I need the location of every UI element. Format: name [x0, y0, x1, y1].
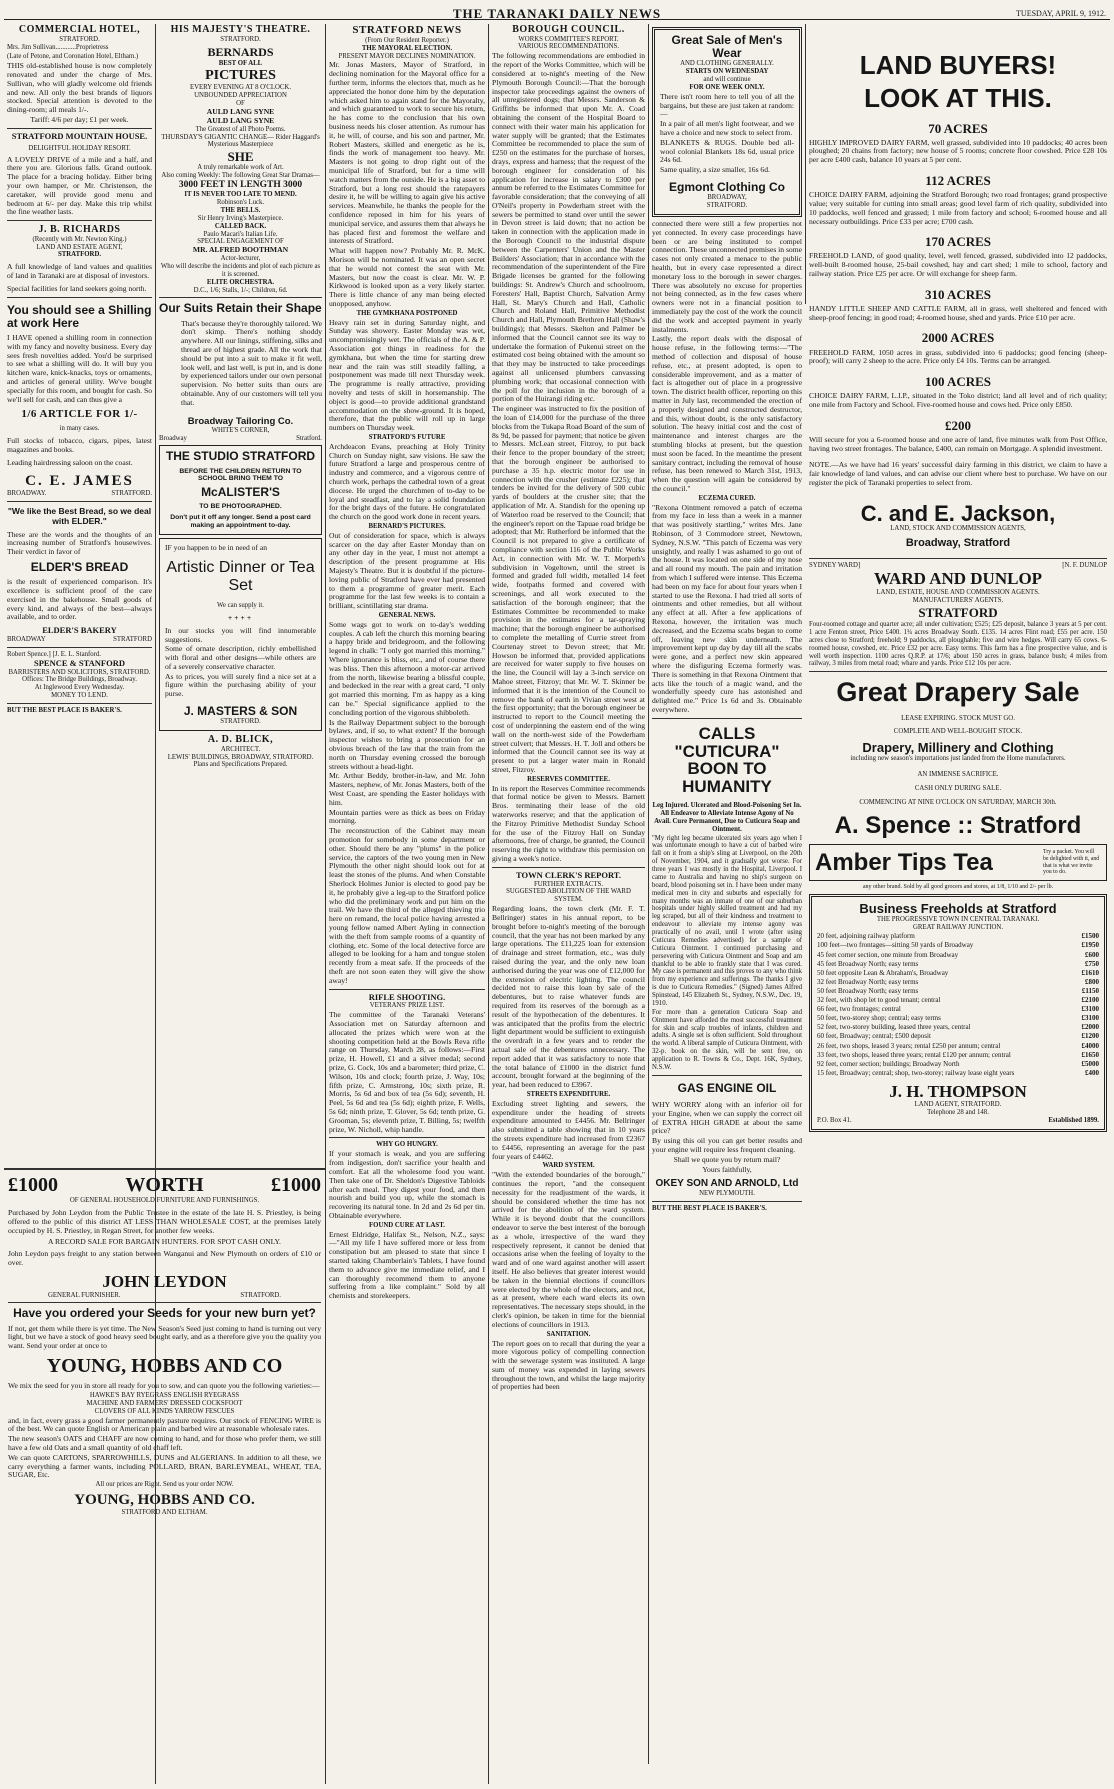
jb-sub: (Recently with Mr. Newton King.) [32, 235, 127, 243]
freehold-price: £1500 [1081, 932, 1099, 941]
freehold-price: £1950 [1081, 941, 1099, 950]
article-para: Is the Railway Department subject to the borough bylaws, and, if so, to what extent? If the borough inspector wishes to bring a prosecution for an obvious breach of the law that the train from the north on Thursday evening crossed the borough streets without a head-light. [329, 717, 485, 771]
acres-100: 100 ACRES [924, 374, 992, 390]
thompson-title: J. H. THOMPSON [889, 1081, 1027, 1101]
jackson-place: Broadway, Stratford [905, 536, 1011, 549]
masters-body2: Some of ornate description, richly embellished with floral and other designs—while others are of a severely conservative character. [165, 644, 316, 671]
freehold-list [817, 932, 1099, 1078]
hotel-body: THIS old-established house is now completely renovated and under the charge of Mrs. Sullivan, who will gladly welcome old friends and new. All only the best brands of liquors stocked. Special attention is devoted to the dining-room; all meals 1/-. [7, 61, 152, 115]
mens-wear-ad [652, 27, 802, 217]
spence-ing: At Inglewood Every Wednesday. [34, 684, 125, 692]
price-200-body: Will secure for you a 6-roomed house and one acre of land, five minutes walk from Post Office, having two street frontages. The balance, £400, can remain on Mortgage. A splendid investment. [809, 434, 1107, 453]
ward-tag-right: [N. F. DUNLOP [1062, 561, 1107, 569]
ward-sub2: MANUFACTURERS' AGENTS. [912, 597, 1004, 605]
young-v1: HAWKE'S BAY RYEGRASS ENGLISH RYEGRASS [89, 1392, 240, 1399]
freehold-price: £1150 [1081, 986, 1099, 995]
article-para: What will happen now? Probably Mr. R. McK. Morison will be nominated. It was an open secret that he would not contest the seat with Mr. Masters, but now the coast is clear. Mr. W. P. Kirkwood is looked upon as a very likely starter. There is little chance of any man being elected unopposed, anyhow. [329, 246, 485, 308]
acres-112: 112 ACRES [925, 173, 991, 189]
theatre-title: HIS MAJESTY'S THEATRE. [170, 24, 311, 35]
masters-intro: IF you happen to be in need of an [165, 543, 268, 553]
freehold-desc: 32 feet, with shop let to good tenant; central [817, 996, 941, 1005]
hotel-proprietress: Mrs. Jim Sullivan............Proprietress [7, 44, 109, 52]
young-place: STRATFORD AND ELTHAM. [121, 1509, 208, 1517]
okey-title: OKEY SON AND ARNOLD, Ltd [655, 1178, 799, 1190]
elite-orchestra: ELITE ORCHESTRA. [206, 278, 275, 286]
cuticura-sub: Leg Injured. Ulcerated and Blood-Poisoning Set In. All Endeavor to Alleviate Intense Agony of No Avail. Cure Permanent, Due to Cuticura Soap and Ointment. [652, 802, 802, 833]
thompson-tel: Telephone 28 and 148. [927, 1109, 989, 1117]
she-title: SHE [227, 149, 254, 165]
hotel-prop-note: (Late of Petone, and Coronation Hotel, Eltham.) [7, 53, 139, 61]
complete-stock: COMPLETE AND WELL-BOUGHT STOCK. [893, 728, 1023, 736]
blick-sub: ARCHITECT. [220, 745, 261, 753]
cuticura-body: "My right leg became ulcerated six years ago when I was unfortunate enough to have a cut of barbed wire fall on it from a ship's sling at Liverpool, on the 20th of November, 1904, and it gradually got worse. For three years I was mostly in the Hospital, Liverpool. I came to Australia and having no ship's surgeon on board, blood poisoning set in. I have been under many medical men in city and suburbs and especially for many months was an inmate of one of our suburban hospitals under highly skilled treatment and had my leg scraped, but all of their kindness and treatment to endeavour to alleviate my intense agony was practically of no avail, until I wrote (after using Cuticura Remedies advertised) for a sample of Cuticura Ointment. I continued purchasing and persevering with Cuticura Ointment and Soap and am thankful to be able to frankly state that I was cured. My case is permanent and this proves to any who think from my experience and sufferings. The thanks I give is due to Cuticura Remedies." (Signed) James Alfred Spinstead, 145 Elizabeth St., Sydney, N.S.W., Dec. 19, 1910. [652, 834, 802, 1007]
freehold-price: £3100 [1081, 1014, 1099, 1023]
who-describe: Who will describe the incidents and plot of each picture as it is screened. [160, 262, 321, 278]
commercial-hotel-title: COMMERCIAL HOTEL, [18, 24, 141, 35]
seeds-heading: Have you ordered your Seeds for your new burn yet? [13, 1306, 316, 1321]
masthead-date: TUESDAY, APRIL 9, 1912. [1016, 9, 1106, 18]
elder-body: These are the words and the thoughts of an increasing number of Stratford's housewives. Their verdict in favor of [7, 529, 152, 557]
freehold-row [817, 1014, 1099, 1023]
wide-ads [4, 1168, 325, 1786]
found-head: FOUND CURE AT LAST. [369, 1221, 445, 1229]
thompson-sub: LAND AGENT, STRATFORD. [914, 1101, 1002, 1109]
freehold-row [817, 996, 1099, 1005]
freehold-price: £600 [1085, 950, 1099, 959]
w1000-sale: A RECORD SALE FOR BARGAIN HUNTERS. FOR SPOT CASH ONLY. [48, 1237, 281, 1247]
spence-title: SPENCE & STANFORD [34, 657, 125, 668]
mayoral-head: THE MAYORAL ELECTION. [361, 44, 453, 52]
greatest: The Greatest of all Photo Poems. [195, 125, 286, 133]
pictures-title: PICTURES [205, 68, 276, 84]
tailor-corner: WHITE'S CORNER, [211, 426, 270, 434]
mountain-house-body: A LOVELY DRIVE of a mile and a half, and there you are. Glorious falls. Grand outlook. The place for a bracing holiday. Either bring your own hamper, or Mr. Christensen, the caretaker, will provide good menu and bedroom at 6/- per day. Make this trip whilst the fine weather lasts. [7, 154, 152, 217]
amber-side: Try a packet. You will be delighted with it, and that is what we invite you to do. [1043, 849, 1100, 876]
acres-100-body: CHOICE DAIRY FARM, L.I.P., situated in the Toko district; land all level and of rich quality; one mile from Factory and School. Five-roomed house and cows hed. Price only £850. [809, 391, 1107, 410]
stratford-news-head: STRATFORD NEWS [352, 24, 462, 36]
gas-send: Shall we quote you by return mail? [673, 1154, 781, 1164]
ward-place: STRATFORD [918, 604, 998, 620]
works-committee: WORKS COMMITTEE'S REPORT. [518, 35, 619, 43]
masthead-title: THE TARANAKI DAILY NEWS [452, 6, 662, 21]
bakers-line-2: BUT THE BEST PLACE IS BAKER'S. [652, 1204, 767, 1212]
sale-body2: In a pair of all men's light footwear, and we have a choice and new stock to select from. [660, 119, 794, 138]
freehold-desc: 20 feet, adjoining railway platform [817, 932, 915, 941]
okey-place: NEW PLYMOUTH. [699, 1189, 755, 1197]
column-5 [649, 24, 805, 1786]
freehold-row [817, 1023, 1099, 1032]
acres-2000-body: FREEHOLD FARM, 1050 acres in grass, subdivided into 6 paddocks; good fencing (sheep-proof); will carry 2 sheep to the acre. Price only £4 10s. Terms can be arranged. [809, 347, 1107, 366]
freehold-row [817, 941, 1099, 950]
actor-lecturer: Actor-lecturer, [220, 255, 261, 263]
eczema-head: ECZEMA CURED. [698, 494, 756, 502]
boothman: MR. ALFRED BOOTHMAN [192, 245, 289, 255]
freehold-desc: 66 feet, two frontages; central [817, 1005, 901, 1014]
spence-money: MONEY TO LEND. [51, 692, 108, 700]
elder-bakery: ELDER'S BAKERY [42, 625, 117, 636]
blick-title: A. D. BLICK, [207, 734, 274, 746]
studio-body: BEFORE THE CHILDREN RETURN TO SCHOOL BRING THEM TO [179, 467, 302, 483]
egmont-place2: STRATFORD. [706, 202, 748, 210]
irving: Sir Henry Irving's Masterpiece. [197, 214, 284, 222]
general-head: GENERAL NEWS. [378, 612, 436, 620]
column-3 [326, 24, 488, 1786]
masters-place: STRATFORD. [220, 718, 261, 726]
acres-112-body: CHOICE DAIRY FARM, adjoining the Stratford Borough; two road frontages; grand prospective value; very suitable for cutting into small areas; good level farm of rich quality, subdivided into 10 paddocks, well fenced and grassed; 1 mile from factory and school; 6-roomed house and all necessary outbuildings. Price £33 per acre; £700 cash. [809, 190, 1107, 226]
studio-title: THE STUDIO STRATFORD [165, 449, 316, 464]
freehold-desc: 26 feet, two shops, leased 3 years; rental £250 per annum; central [817, 1041, 1001, 1050]
jackson-sub: LAND, STOCK AND COMMISSION AGENTS, [890, 524, 1026, 532]
article-para: The engineer was instructed to fix the position of the loan of £14,000 for the purchase of the three blocks from the Tukapa Road Board of the sum of 8s 9d, be passed for payment; that notice be given to Messrs. McLean street, Fitzroy, to put back their fence to the proper boundary of the street; that the borough engineer be authorised to purchase a 35 h.p. electric motor for use in connection with the crusher (estimate £225); that tenders be invited for the delivery of 500 cubic yards of boulders at the crusher site; that the application of Mr. A. Standish for the opening up of Waterloo road be reserved to the Council; that the engineer's report on the Tapuae road bridge be adopted; that Mr. Rutherford be informed that the Council is not prepared to give a certificate of compliance with section 116 of the Public Works Act, in connection with Mr. W. T. Morpeth's subdivision in Vogeltown, until the street is formed and graded full width, metalled 14 feet wide, footpaths formed and covered with screenings, and all work executed to the satisfaction of the borough engineer; that the Estimates Committee be recommended to make provision in the estimates for a tar-spraying machine; that the borough engineer be authorised to complete the metalling of Currie street from Courtenay street to Devon street; that Mr. Howson be informed that, provided applications are received for water supply to five houses on the line, the Council will lay a 3-inch service on Mahoe street, Fitzroy; that Mr. W. T. Skinner be informed that it is the intention of the Council to remove the bank of earth in Vivian street west at the first opportunity; that the borough engineer be instructed to report to the Council meeting the cost of underpinning the eastern end of the wing wall on the north-west side of the Powderham street culvert; that Messrs. H. T. Joll and others be informed that the Council cannot see its way at present to put a larger water main in Ronald street, Fitzroy. [492, 404, 645, 774]
shilling-body3: Leading hairdressing saloon on the coast. [7, 457, 133, 467]
shilling-body2: Full stocks of tobacco, cigars, pipes, latest magazines and books. [7, 436, 152, 454]
freehold-price: £400 [1085, 1068, 1099, 1077]
ward-sub: LAND, ESTATE, HOUSE AND COMMISSION AGENTS. [876, 589, 1040, 597]
drapery-millinery: Drapery, Millinery and Clothing [862, 740, 1054, 756]
freehold-row [817, 968, 1099, 977]
article-para: Mountain parties were as thick as bees on Friday morning. [329, 807, 485, 826]
freehold-price: £5000 [1081, 1059, 1099, 1068]
article-para: Mr. Jonas Masters, Mayor of Stratford, in declining nomination for the Mayoral office for a further term, informs the electors that, much as he appreciated the honor done him by the deputation which asked him to again stand for the Mayoralty, and which guaranteed to work to secure his return, he has come to the conclusion that his own business needs his closer attention. As rumour has it, he will, of course, and his son and partner, Mr. Robert Masters, skilled and energetic as he is, finds the work of management too heavy. Mr. Masters is not going to drop right out of the municipal life of Stratford, but for a time will watch matters from the outside. He is a big asset to Stratford, but a long rest should the ratepayers desire it, he will be willing to again give his active services. Meanwhile, he thanks the people for the confidence reposed in him for his years of municipal service, and assures them that always he has placed first and foremost the welfare and interests of Stratford. [329, 60, 485, 246]
best-of-all: BEST OF ALL [218, 60, 263, 68]
railway-junction: GREAT RAILWAY JUNCTION. [912, 923, 1004, 931]
masthead [4, 6, 1110, 20]
auld-lang-syne: AULD LANG SYNE [206, 107, 275, 117]
acres-70-body: HIGHLY IMPROVED DAIRY FARM, well grassed, subdivided into 10 paddocks; 40 acres been ploughed; 20 chains from factory; new house of 5 rooms; concrete floor cowshed. Price £28 10s per acre £400 cash, balance 10 years at 5 per cent. [809, 137, 1107, 165]
freeholds-title: Business Freeholds at Stratford [859, 900, 1057, 916]
jb-body: A full knowledge of land values and qualities of land in Taranaki are at disposal of investors. [7, 262, 152, 281]
suits-body: That's because they're thoroughly tailored. We don't skimp. There's nothing shoddy anywhere. All our linings, stiffening, silks and thread are of highest grade. All the work that should be put into a suit to make it fit well, look well, and last well, is put in, and is done by experienced tailors under our own personal supervision. No better suits than ours are obtainable. Any of our customers will tell you that. [181, 318, 322, 407]
sale-starts: STARTS ON WEDNESDAY [685, 68, 769, 76]
sanitation-head: SANITATION. [546, 1330, 591, 1338]
freehold-row [817, 1041, 1099, 1050]
studio-ad [159, 445, 322, 535]
egmont-title: Egmont Clothing Co [669, 180, 785, 195]
sale-body: There isn't room here to tell you of all the bargains, but these are just taken at random:— [660, 91, 794, 119]
stratford-news-sub: (From Our Resident Reporter.) [365, 36, 449, 44]
young-body5: All our prices are Right. Send us your order NOW. [95, 1481, 234, 1489]
established: Established 1899. [1048, 1117, 1099, 1124]
further-extracts: FURTHER EXTRACTS. [533, 880, 604, 888]
freehold-price: £1650 [1081, 1050, 1099, 1059]
progressive-town: THE PROGRESSIVE TOWN IN CENTRAL TARANAKI. [876, 916, 1040, 924]
hungry-head: WHY GO HUNGRY. [376, 1141, 438, 1149]
masters-supply: We can supply it. [216, 602, 265, 610]
amber-tips-title: Amber Tips Tea [815, 848, 993, 876]
article-para: Some wags got to work on to-day's wedding couples. A cab left the church this morning bearing a happy bride and bridegroom, and the following legend in chalk: "I only got married this morning." Where ignorance is bliss, etc., and of course there was bliss. Then this afternoon a motor-car arrived from the north, likewise bearing a blissful couple, and bedecked in the rear with a great card, "I only got married this morning. I'm as happy as a king can be." Special significance applied to the concluding portion of the vigorous shibboleth. [329, 619, 485, 717]
auld-lang-syne-2: AULD LANG SYNE [206, 115, 275, 125]
egmont-place1: BROADWAY, [707, 194, 747, 202]
w1000-left: £1000 [8, 1174, 58, 1196]
james-title: C. E. JAMES [25, 473, 134, 490]
article-para: If your stomach is weak, and you are suffering from indigestion, don't sacrifice your health and comfort. Eat all the wholesome food you want. Then take one of Dr. Sheldon's Digestive Tabloids after each meal. They digest your food, and then nourish and build you up, while the stomach is recovering its natural tone. In 2d and 2s 6d per tin. Obtainable everywhere. [329, 1149, 485, 1220]
young-body: We mix the seed for you in store all ready for you to sow, and can quote you the following varieties:— [8, 1381, 320, 1391]
suits-heading: Our Suits Retain their Shape [159, 301, 322, 316]
tailor-name: Broadway Tailoring Co. [187, 415, 294, 427]
article-para: The reconstruction of the Cabinet may mean promotion for somebody in some department or other. Should there be any "plums" in the police service, the captors of the two young men in New Plymouth the other night should look out for at least the stones of the plums. And when Constable Sherlock Holmes Junior is elected to good pay be it, he probably give a leg-up to the Stratford police who did the preliminary work and put him on the trail. We have the third of the alleged thieving trio here on remand, the local police having arrested a young fellow named Albert Ayling in connection with the theft from sample rooms of a quantity of clothing, etc. Some of the local detective force are alleged to be looking for a ham and tongue stolen recently from a meat safe. If the proceeds of the theft are not soon eaten they will give the show away! [329, 826, 485, 985]
spence-office: Offices: The Bridge Buildings, Broadway. [22, 676, 137, 684]
theatre-prices: D.C., 1/6; Stalls, 1/-; Children, 6d. [193, 286, 288, 294]
article-para: The report goes on to recall that during the year a more vigorous policy of compelling connection with the sewerage system was instituted. A large sum of money was expended in laying sewers throughout the town, and whilst the large majority of properties had been [492, 1338, 645, 1392]
business-freeholds-ad [809, 894, 1107, 1132]
freehold-price: £800 [1085, 977, 1099, 986]
borough-council-head: BOROUGH COUNCIL. [512, 24, 625, 35]
lease-expiring: LEASE EXPIRING. STOCK MUST GO. [901, 714, 1015, 722]
article-para: In its report the Reserves Committee recommends that formal notice be given to Messrs. Barnett Bros. terminating their lease of the old waterworks reserve; and that the application of the Fitzroy Primitive Methodist Sunday School for the use of the Fitzroy Hall on Sunday afternoons, free of charge, be granted, the Council reserving the right to withdraw this permission on giving a week's notice. [492, 783, 645, 863]
elder-bread: ELDER'S BREAD [30, 559, 129, 574]
article-para: Heavy rain set in during Saturday night, and Sunday was showery. Easter Monday was wet, uncompromisingly wet. The officials of the A. & P. Association got things in readiness for the gymkhana, but when the time for starting drew near and the rain was still steadily falling, a postponement was made till next Thursday week. The programme is really attractive, providing novelty and tests of skill in horsemanship. The object is good—to provide additional grandstand accommodation on the show-ground. It is hoped, therefore, that the public will roll up in large numbers on Thursday week. [329, 317, 485, 433]
sale-blankets: BLANKETS & RUGS. Double bed all-wool colonial Blankets 18s 6d, usual price 24s 6d. [660, 137, 794, 165]
article-para: "Rexona Ointment removed a patch of eczema from my face in less than a week in a manner that was positively startling," writes Mrs. Jane Robinson, of 3 Commodore street, Newtown, Sydney, N.S.W. "This patch of Eczema was very unsightly, and really I was ashamed to go out of the house. It was located on one side of my nose and all round my mouth. The pain and irritation from which I suffered were intense. This Eczema had been on my face for about four years when I started to use the Rexona. I had tried all sorts of ointments and other remedies, but all without any effect at all. After a few applications of Rexona, however, the irritation was much decreased, and the Eczema scabs began to come off, leaving new skin underneath. The improvement kept up day by day till all the scabs were gone, and a perfect new skin appeared where the disfiguring Eczema formerly was. There is something in that Rexona Ointment that acts like the touch of a magic wand, and the wonderfully speedy cure has astonished and delighted me." Price 1s 6d and 3s. Obtainable everywhere. [652, 502, 802, 714]
freehold-row [817, 977, 1099, 986]
freehold-row [817, 950, 1099, 959]
cuticura-body2: For more than a generation Cuticura Soap and Ointment have afforded the most successful treatment for skin and scalp troubles of infants, children and adults. A single set is often sufficient. Sold throughout the world. A liberal sample of Cuticura Ointment, with 32-p. book on the skin, will be sent free, on application to R. Towns & Co., Dept. 16K, Sydney, N.S.W. [652, 1008, 802, 1071]
freehold-row [817, 986, 1099, 995]
paulo: Paulo Macari's Italian Life. [203, 230, 278, 238]
masters-body3: As to prices, you will surely find a nice set at a figure within the purchasing ability of your purse. [165, 671, 316, 699]
young-hobbs-title: YOUNG, HOBBS AND CO [46, 1355, 283, 1378]
suggested-abolition: SUGGESTED ABOLITION OF THE WARD SYSTEM. [506, 888, 631, 904]
james-right: STRATFORD. [111, 489, 152, 497]
amber-tips-ad [809, 844, 1107, 881]
freehold-row [817, 1032, 1099, 1041]
article-para: Out of consideration for space, which is always scarcer on the day after Easter Monday than on any other day in the year, I must not attempt a description of the present programme at His Majesty's Theatre. But it is doubtful if the picture-loving public of Stratford have ever had presented to them a programme of greater merit. Each programme for the last few weeks is to contain a brilliant, scintillating star drama. [329, 530, 485, 611]
young-v3: CLOVERS OF ALL KINDS YARROW FESCUES [94, 1407, 235, 1415]
elder-body2: is the result of experienced comparison. It's excellence is sufficient proof of the care exercised in the bakehouse. Small goods of every kind, and always of the best—always available, and to order. [7, 577, 152, 622]
article-para: connected there were still a few properties not yet connected. In every case proceedings have been or are being instituted to compel connection. These unconnected premises in some cases not only created a menace to the public health, but in every case represented a direct monetary loss to the borough in sewer charges. There was absolutely no excuse for properties not being connected, as in the few cases where owners were not in a financial position to immediately pay the cost of the work the council did the work and accepted payment in yearly instalments. [652, 218, 803, 334]
gas-body: WHY WORRY along with an inferior oil for your Engine, when we can supply the correct oil of EXTRA HIGH GRADE at about the same price? [652, 1100, 802, 1136]
freehold-row [817, 1050, 1099, 1059]
w1000-freight: John Leydon pays freight to any station between Wanganui and New Plymouth on orders of £10 or over. [8, 1249, 321, 1268]
article-para: Regarding loans, the town clerk (Mr. F. T. Bellringer) states in his annual report, to be brought before to-night's meeting of the borough council, that the year has not been marked by any large operations. The £11,225 loan for extension of drainage and street formation, etc., was duly raised during the year, and the only new loan authorised during the year was one of £12,000 for the extension of electric lighting. The council decided not to raise this loan by sale of the debentures, but to raise whatever funds are required from its reserves of the borough as a result of the hypothecation of the debentures. It was anticipated that the profits from the electric light department would be sufficient to extinguish the overdraft in a few years and to render the actual sale of the debentures unnecessary. The report added that it was satisfactory to note that the total balance of £1000 in the district fund account, brought forward at the beginning of the year, had been reduced to £3967. [492, 904, 645, 1090]
w1000-right: £1000 [270, 1174, 321, 1196]
drapery-sale: Great Drapery Sale [836, 677, 1080, 708]
freehold-price: £2000 [1081, 1023, 1099, 1032]
column-4 [489, 24, 648, 1786]
ward-head: WARD SYSTEM. [542, 1162, 595, 1170]
every-evening: EVERY EVENING AT 8 O'CLOCK. [189, 84, 292, 92]
streets-head: STREETS EXPENDITURE. [526, 1090, 611, 1098]
sale-body3: Same quality, a size smaller, 16s 6d. [660, 165, 770, 175]
freehold-desc: 52 feet, two-storey building, leased three years, central [817, 1023, 971, 1032]
jb-body2: Special facilities for land seekers going north. [7, 283, 147, 293]
young-footer: YOUNG, HOBBS AND CO. [74, 1492, 255, 1509]
article-para: The following recommendations are embodied in the report of the Works Committee, which will be considered at to-night's meeting of the New Plymouth Borough Council:—That the borough inspector take proceedings against the owners of all unregistered dogs; that Messrs. Sanderson & Griffiths be informed that upon Mr. A. Coad obtaining the consent of the Hospital Board to connect with their water main his application for water supply will be granted; that the Estimates Committee be recommended to place the sum of £250 on the estimates for the purchase of horses, drays, express and harness; that the request of the borough engineer for consideration of his application for increase in salary to £300 per annum be referred to the Estimates Committee for favorable consideration; that the conveying of all O'Neil's property in Powderham street with the sewers be permitted to stand over until the sewer in Devon street is laid down; that no action be taken in connection with the application made in the Borough Council to the industrial dispute between the Carpenters' Union and the Master Builders' Association; that in accordance with the recommendation of the superintendent of the Fire Brigade licenses be granted for the following buildings: St. Andrew's Church and schoolroom, Foresters' Hall, Baptist Church, Salvation Army Hall, St. Mary's Church and Hall, Catholic Church and Roland Hall, Primitive Methodist Church and Hall, Plymouth Brethren Hall (Shaw's buildings); that Messrs. Skelton and Palmer be informed that the Council cannot see its way to undertake the formation of Pukenui street on the estimated cost being obtained with the amount so that they may be instructed to take proceedings against all unlicensed plumbers canvassing plumbing work; that occasional connection with the poll for the inclusion in the borough of a portion of the Huirangi riding etc. [492, 51, 645, 404]
freehold-desc: 60 feet, Broadway; central; £500 deposit [817, 1032, 931, 1041]
ward-tag-left: SYDNEY WARD] [809, 561, 861, 569]
acres-170: 170 ACRES [924, 234, 992, 250]
sale-continue: and will continue [703, 76, 751, 84]
freehold-price: £750 [1085, 959, 1099, 968]
sale-week: FOR ONE WEEK ONLY. [689, 84, 765, 91]
freehold-desc: 45 feet corner section, one minute from Broadway [817, 950, 959, 959]
article-para: Excluding street lighting and sewers, the expenditure under the heading of streets expenditure amounted to £4456. Mr. Bellringer also submitted a table showing that in 10 years the streets expenditure had increased from £2367 to £4456, representing an average for the past four years of £4462. [492, 1098, 645, 1161]
article-para: Ernest Eldridge, Halifax St., Nelson, N.Z., says:—"All my life I have suffered more or less from constipation but am pleased to state that since I started taking Chamberlain's Tablets, I have found them to advance give me immediate relief, and I can thoroughly recommend them to anyone suffering from a like complaint." Sold by all chemists and storekeepers. [329, 1229, 485, 1301]
masters-heading: Artistic Dinner or Tea Set [166, 558, 315, 595]
sale-sub: AND CLOTHING GENERALLY. [680, 60, 774, 68]
bernards-head: BERNARD'S PICTURES. [368, 522, 446, 530]
also-coming: Also coming Weekly: The following Great Star Dramas— [161, 172, 320, 180]
remarkable: A truly remarkable work of Art. [197, 164, 284, 172]
theatre-place: STRATFORD. [220, 35, 261, 43]
freehold-price: £1610 [1081, 968, 1099, 977]
of-word: OF [236, 100, 245, 108]
freehold-desc: 50 feet Broadway North; easy terms [817, 986, 919, 995]
article-para: "With the extended boundaries of the borough," continues the report, "and the consequent necessity for the readjustment of the wards, it should be considered whether the time has not arrived for the abolition of the ward system. While it is beyond doubt that the councillors endeavor to serve the best interest of the borough as a whole, irrespective of the ward they respectively represent, it cannot be denied that occasions arise when the feeling of loyalty to the ward and of one ward against another will assert itself. He also believes that greater interest would be taken in the biennial elections if councillors were elected by the whole of the electors, and not, as at present, where each ward elects its own representatives. The necessary steps should, in the clerk's opinion, be taken in time for the biennial elections of councillors in 1913. [492, 1170, 645, 1329]
ward-body: Four-roomed cottage and quarter acre; all under cultivation; £525; £25 deposit, balance 3 years at 5 per cent. 1 acre Fenton street, Price £400. 1¾ acres Broadway South. £135. 14 acres Flint road; £55 per acre. 150 acres close to Stratford; freehold; 9 paddocks, all ploughable; five and wire hedges. Will carry 65 cows. 6-roomed house, cowshed, etc. Price £32 per acre. Easy terms. This farm has a fine prospective value, and is well worth inspection. 1100 acres Q.R.P. at 17/6; about 150 acres in grass, balance bush; 4 miles from railway, 3 miles from metal road; whare and yards. Price £12 10s per acre. [809, 621, 1107, 668]
land-buyers: LAND BUYERS! [859, 50, 1057, 80]
reserves-head: RESERVES COMMITTEE. [527, 775, 610, 783]
column-1 [4, 24, 155, 1189]
sale-title: Great Sale of Men's Wear [671, 33, 783, 61]
acres-2000: 2000 ACRES [921, 330, 995, 346]
jackson-title: C. and E. Jackson, [860, 500, 1056, 526]
freehold-price: £4000 [1081, 1041, 1099, 1050]
clerk-head: TOWN CLERK'S REPORT. [516, 869, 621, 880]
the-bells: THE BELLS. [220, 206, 261, 214]
leydon-left: GENERAL FURNISHER. [48, 1291, 121, 1299]
including-new: including new season's importations just landed from the Home manufacturers. [850, 755, 1066, 763]
freehold-row [817, 1005, 1099, 1014]
amber-sub: any other brand. Sold by all good grocers and stores, at 1/8, 1/10 and 2/- per lb. [862, 884, 1054, 890]
sacrifice: AN IMMENSE SACRIFICE. [917, 771, 999, 779]
jb-sub2: LAND AND ESTATE AGENT, [36, 243, 123, 251]
shilling-body: I HAVE opened a shilling room in connection with my fancy and novelty business. Every day sees fresh novelties added. You'd be surprised to see what a shilling will do. It will buy you kitchen ware, knick-knacks, toys or ornaments, and articles of general utility. We've bought specially for this room, and bought for cash. So we'll sell for cash, and can thus give a [7, 333, 152, 404]
masters-title: J. MASTERS & SON [183, 704, 298, 719]
hotel-tariff: Tariff: 4/6 per day; £1 per week. [30, 115, 129, 124]
look-at-this: LOOK AT THIS. [864, 83, 1052, 114]
acres-310-body: HANDY LITTLE SHEEP AND CATTLE FARM, all in grass, well sheltered and fenced with sheep-proof fencing; in good road; 4-roomed house, shed and yards. Price £10 per acre. [809, 303, 1107, 322]
future-head: STRATFORD'S FUTURE [368, 433, 446, 441]
studio-photo: TO BE PHOTOGRAPHED. [199, 502, 282, 510]
seeds-body: If not, get them while there is yet time. The New Season's Seed just coming to hand is turning out very light, but we have a stock of good heavy seed bought early, and as a therefore give you the quality you want. Send your order at once to [8, 1323, 321, 1351]
james-left: BROADWAY. [7, 489, 47, 497]
shilling-cases: in many cases. [59, 425, 100, 433]
studio-name: McALISTER'S [201, 485, 280, 500]
w1000-body: Purchased by John Leydon from the Public Trustee in the estate of the late H. S. Priestley, is being offered to the public of this district AT LESS THAN WHOLESALE COST, at the premises lately occupied by H. S. Priestley, in Regan Street, for another few weeks. [8, 1208, 321, 1235]
spence-names: Robert Spence.] [J. E. L. Stanford. [7, 650, 102, 658]
gas-yours: Yours faithfully, [702, 1164, 752, 1174]
w1000-sub: OF GENERAL HOUSEHOLD FURNITURE AND FURNISHINGS. [69, 1197, 260, 1205]
freehold-price: £1200 [1081, 1032, 1099, 1041]
jb-place: STRATFORD. [57, 251, 102, 259]
price-200: £200 [945, 417, 971, 433]
feet-in-length: 3000 FEET IN LENGTH 3000 [178, 180, 303, 191]
young-v2: MACHINE AND FARMERS' DRESSED COCKSFOOT [86, 1399, 243, 1407]
newspaper-page [4, 0, 1110, 1789]
veterans-head: VETERANS' PRIZE LIST. [369, 1002, 445, 1010]
freehold-desc: 50 feet opposite Lean & Abraham's, Broadway [817, 968, 949, 977]
freehold-row [817, 932, 1099, 941]
bernards-title: BERNARDS [207, 45, 274, 60]
article-para: Archdeacon Evans, preaching at Holy Trinity Church on Sunday night, saw visions. He saw the future Stratford a large and prosperous centre of industry and commerce, and a vigorous centre of church work, perhaps the cathedral town of a great diocese. He urged the churchmen of to-day to be loyal and steadfast, and to lay a solid foundation for the bright days of the future. He congratulated the church on the good work done in recent years. [329, 441, 485, 522]
leydon-title: JOHN LEYDON [102, 1271, 227, 1291]
blick-plans: Plans and Specifications Prepared. [193, 761, 288, 769]
blick-addr: LEWIS' BUILDINGS, BROADWAY, STRATFORD. [167, 753, 314, 761]
mountain-house-sub: DELIGHTFUL HOLIDAY RESORT. [28, 144, 131, 152]
freehold-desc: 92 feet, corner section; buildings; Broadway North [817, 1059, 960, 1068]
freehold-row [817, 959, 1099, 968]
masters-body: In our stocks you will find innumerable suggestions. [165, 625, 316, 644]
ward-dunlop-title: WARD AND DUNLOP [873, 569, 1043, 589]
spence-stratford: A. Spence :: Stratford [834, 811, 1082, 839]
young-body2: and, in fact, every grass a good farmer permanently pasture requires. Our stock of FENCING WIRE is of the best. We can quote English or American plain and barbed wire at reasonable wholesale rates. [8, 1415, 321, 1434]
masters-ad: IF you happen to be in need of an Artistic Dinner or Tea Set We can supply it. ++++ In our stocks you will find innumerable suggestions. Some of ornate description, richly embellished with floral and other designs—while others are of a severely conservative character. As to prices, you will surely find a nice set at a figure within the purchasing ability of your purse. J. MASTERS & SON STRATFORD. [159, 538, 322, 731]
freehold-row [817, 1059, 1099, 1068]
bakers-line: BUT THE BEST PLACE IS BAKER'S. [7, 707, 122, 715]
leydon-right: STRATFORD. [240, 1291, 281, 1299]
shilling-heading: You should see a Shilling at work Here [7, 302, 152, 330]
tailor-right: Stratford. [296, 434, 322, 442]
po-box: P.O. Box 41. [817, 1117, 852, 1124]
freehold-desc: 33 feet, two shops, leased three years; rental £120 per annum; central [817, 1050, 1011, 1059]
thursday-change: THURSDAY'S GIGANTIC CHANGE— Rider Haggard's Mysterious Masterpiece [161, 133, 320, 149]
w1000-mid: WORTH [125, 1174, 204, 1196]
gymkhana-head: THE GYMKHANA POSTPONED [356, 309, 458, 317]
elder-quote: "We like the Best Bread, so we deal with ELDER." [7, 505, 152, 526]
article-para: Mr. Arthur Beddy, brother-in-law, and Mr. John Masters, nephew, of Mr. Jonas Masters, both of the West Coast, are spending the Easter holidays with him. [329, 771, 485, 807]
note: NOTE.—As we have had 16 years' successful dairy farming in this district, we claim to have a fair knowledge of land values, and can advise our client where best to purchase. We have on our register the pick of Taranaki properties to select from. [809, 460, 1107, 488]
freehold-price: £2100 [1081, 996, 1099, 1005]
freehold-price: £3100 [1081, 1005, 1099, 1014]
gas-body2: By using this oil you can get better results and your engine will require less frequent cleaning. [652, 1136, 802, 1154]
present-mayor: PRESENT MAYOR DECLINES NOMINATION. [338, 52, 476, 60]
young-body4: We can quote CARTONS, SPARROWHILLS, DUNS and ALGERIANS. In addition to all these, we carry everything a farmer wants, including POLLARD, BRAN, BARLEYMEAL, WHEAT, TEA, SUGAR, Etc. [8, 1452, 321, 1480]
freehold-desc: 45 feet Broadway North; easy terms [817, 959, 919, 968]
hotel-place: STRATFORD. [59, 35, 100, 43]
spence-sub: BARRISTERS AND SOLICITORS, STRATFORD. [8, 668, 151, 676]
special-engagement: SPECIAL ENGAGEMENT OF [197, 238, 284, 246]
rifle-head: RIFLE SHOOTING. [368, 991, 446, 1002]
robinson: Robinson's Luck. [216, 199, 265, 207]
various-recs: VARIOUS RECOMMENDATIONS. [517, 43, 620, 51]
studio-dont: Don't put it off any longer. Send a post card making an appointment to-day. [170, 514, 311, 530]
acres-70: 70 ACRES [928, 120, 988, 136]
article-para: Lastly, the report deals with the disposal of house refuse, in the following terms:—"The method of collection and disposal of house refuse, etc., at present adopted, is open to considerable improvement, and as a matter of fact is altogether out of place in a progressive town. The district health officer, reporting on this matter in July last, recommended the erection of a properly designed and constructed destructor, and this, without doubt, is the only satisfactory solution. The heavy initial cost and the cost of maintenance and interest charges are the stumbling blocks at present, but the question must soon be faced. In the meantime the present sanitary contract, including the removal of house refuse, has been renewed to March 31st, 1913, when the question will again be considered by the council." [652, 334, 802, 493]
elder-left: BROADWAY [7, 636, 46, 643]
never-too-late: IT IS NEVER TOO LATE TO MEND. [184, 191, 297, 199]
freehold-desc: 32 feet Broadway North; easy terms [817, 977, 919, 986]
elder-right: STRATFORD [113, 636, 152, 643]
acres-170-body: FREEHOLD LAND, of good quality, level, well fenced, grassed, subdivided into 12 paddocks, well-built 8-roomed house, 25-bail cowshed, hay and cart shed; 1 mile to school, factory and railway station. Price £25 per acre. Or will exchange for sheep farm. [809, 251, 1107, 278]
mountain-house-title: STRATFORD MOUNTAIN HOUSE. [11, 130, 148, 141]
shilling-price: 1/6 ARTICLE FOR 1/- [21, 408, 138, 421]
young-body3: The new season's OATS and CHAFF are now coming to hand, and for those who prefer them, we still have a few old Oats and a small quantity of old chaff left. [8, 1434, 321, 1453]
called-back: CALLED BACK. [214, 222, 267, 230]
tailor-left: Broadway [159, 434, 187, 442]
column-2 [156, 24, 325, 1189]
acres-310: 310 ACRES [924, 286, 992, 302]
column-6 [806, 24, 1110, 1786]
cash-only: CASH ONLY DURING SALE. [914, 785, 1002, 793]
freehold-desc: 15 feet, Broadway; central; shop, two-storey; railway lease eight years [817, 1068, 1015, 1077]
freehold-desc: 50 feet, two-storey shop; central; easy terms [817, 1014, 941, 1023]
jb-richards-title: J. B. RICHARDS [38, 224, 121, 236]
gas-oil-head: GAS ENGINE OIL [677, 1080, 777, 1095]
unbounded: UNBOUNDED APPRECIATION [194, 92, 287, 100]
freehold-row [817, 1068, 1099, 1077]
freehold-desc: 100 feet—two frontages—sitting 50 yards of Broadway [817, 941, 974, 950]
article-para: The committee of the Taranaki Veterans' Association met on Saturday afternoon and allocated the prizes which were won at the shooting competition held at the Bowls Reva rifle range on Thursday, March 28, as follows:—First prize, H. Howell, £1 and a silver medal; second prize, G. Cock, 10s and a barometer; third prize, C. Wilson, 10s and clock; fourth prize, J. Way, 10s; fifth prize, C. Armstrong, 10s; sixth prize, R. Morris, 5s 6d and box of tea (5s 6d); seventh, H. Peel, 5s 6d and tea (5s 6d); eighth prize, F. Wells, 5s 6d; ninth prize, T. Glover, 5s 6d; tenth prize, G. Grooman, 5s; eleventh prize, T. Billing, 5s; twelfth prize, W. Nicholl, whip handle. [329, 1010, 485, 1134]
cuticura-head: CALLS "CUTICURA" BOON TO HUMANITY [674, 723, 780, 797]
commencing: COMMENCING AT NINE O'CLOCK ON SATURDAY, MARCH 30th. [859, 799, 1057, 807]
